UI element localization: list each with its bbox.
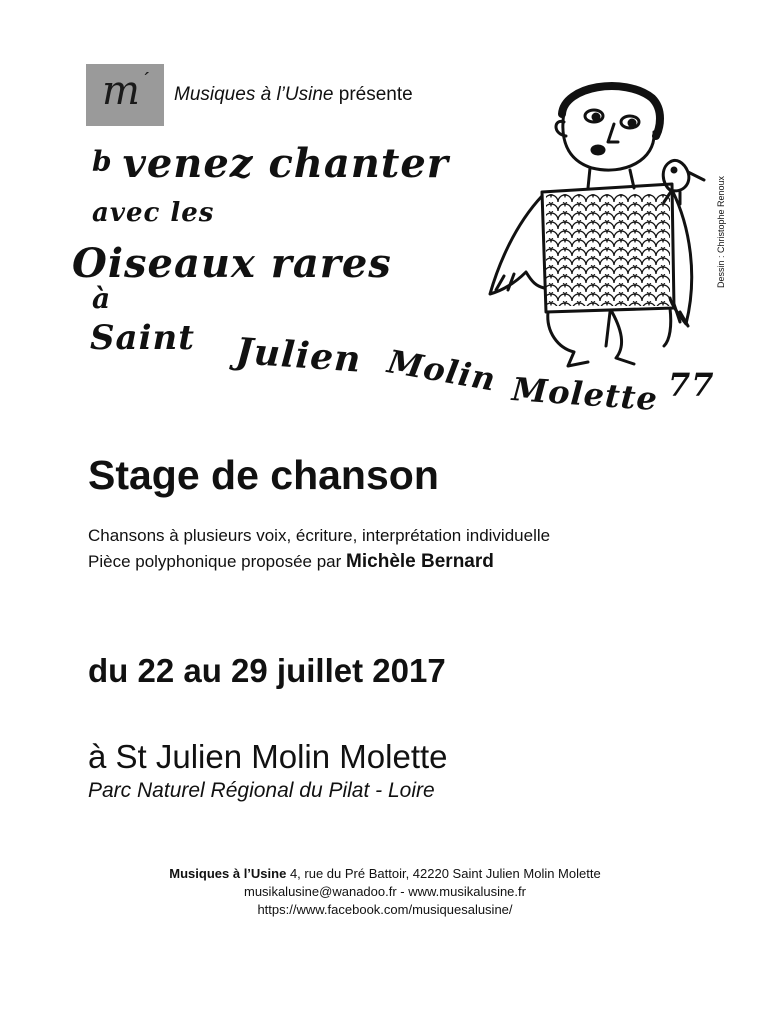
- presents-line: [174, 84, 413, 106]
- event-dates: du 22 au 29 juillet 2017: [88, 652, 446, 689]
- logo: [86, 64, 164, 126]
- handwritten-prefix: b: [92, 145, 113, 178]
- page-title: Stage de chanson: [88, 452, 439, 498]
- handwritten-molin: Molin: [384, 342, 499, 399]
- illustration-credit: Dessin : Christophe Renoux: [716, 175, 726, 288]
- handwritten-line-4: à: [92, 282, 112, 315]
- footer-facebook-link[interactable]: https://www.facebook.com/musiquesalusine/: [257, 902, 513, 917]
- bird-woman-illustration: [474, 76, 718, 376]
- footer-address-line: [0, 865, 770, 883]
- handwritten-molette: Molette: [510, 370, 660, 419]
- footer-contact: [0, 865, 770, 919]
- handwritten-line-1-text: venez chanter: [122, 140, 449, 187]
- handwritten-number: 77: [668, 366, 715, 404]
- handwritten-julien: Julien: [234, 330, 363, 381]
- handwritten-line-3: Oiseaux rares: [72, 240, 392, 287]
- composer-name: Michèle Bernard: [346, 551, 494, 572]
- presents-org: Musiques à l’Usine: [174, 84, 334, 105]
- logo-mark: ´: [144, 70, 151, 92]
- event-place: à St Julien Molin Molette: [88, 738, 448, 775]
- footer-email-web[interactable]: musikalusine@wanadoo.fr - www.musikalusine.fr: [244, 884, 526, 899]
- course-description: Chansons à plusieurs voix, écriture, interprétation individuelle: [88, 526, 551, 545]
- footer-address: 4, rue du Pré Battoir, 42220 Saint Julien Molin Molette: [289, 866, 601, 881]
- polyphonic-piece-line: [88, 551, 494, 573]
- logo-letter: m: [102, 68, 140, 114]
- event-region: Parc Naturel Régional du Pilat - Loire: [88, 779, 435, 802]
- handwritten-saint: Saint: [90, 318, 195, 358]
- handwritten-line-1: [92, 140, 449, 187]
- presents-word: présente: [338, 84, 413, 105]
- polyphonic-piece-prefix: Pièce polyphonique proposée par: [88, 552, 342, 571]
- footer-org: Musiques à l’Usine: [169, 866, 287, 881]
- handwritten-line-2: avec les: [92, 198, 215, 228]
